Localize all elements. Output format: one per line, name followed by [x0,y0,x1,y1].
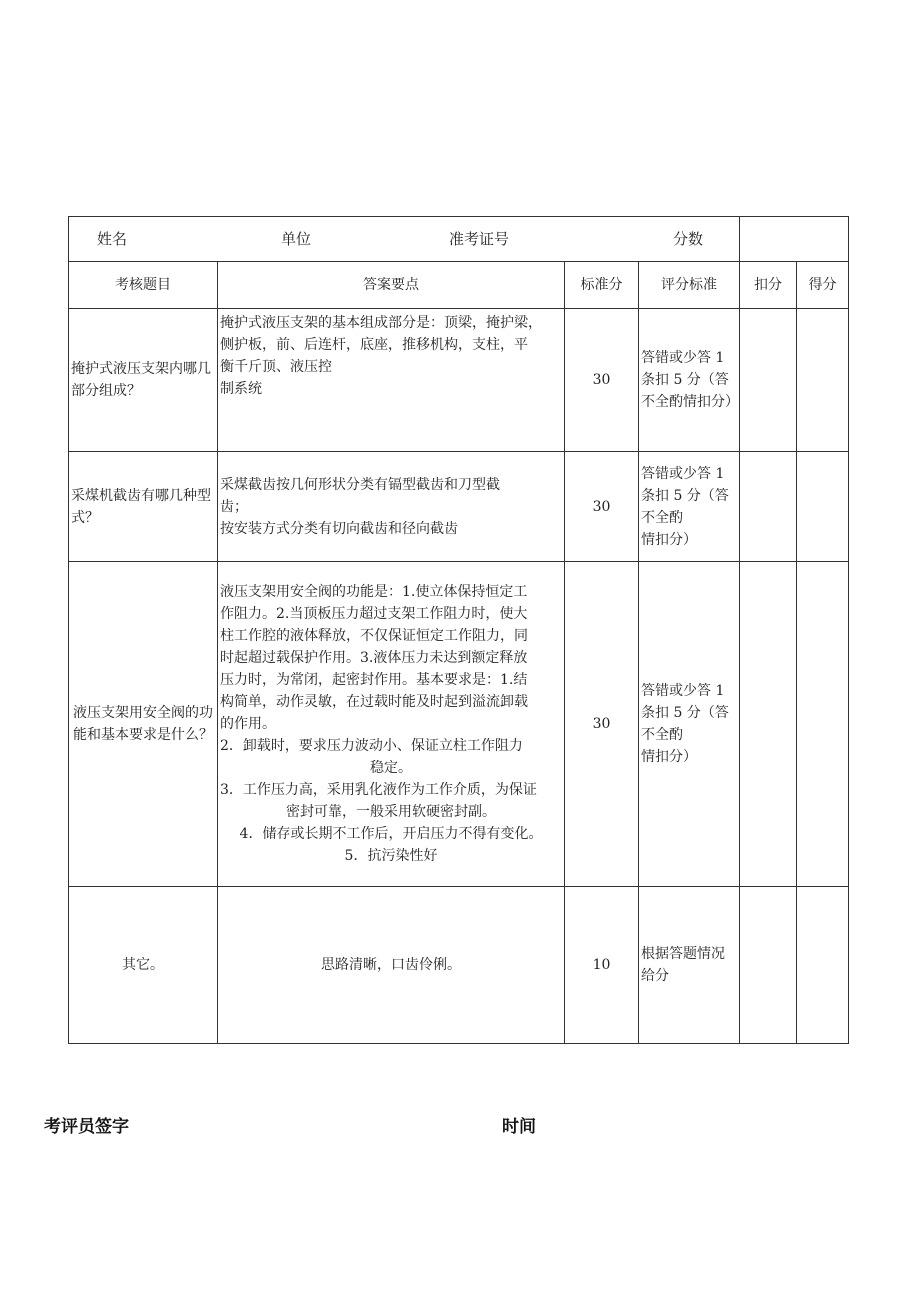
deduct-field[interactable] [740,309,797,452]
criteria-cell [639,562,740,887]
earned-field[interactable] [797,887,849,1044]
table-row [69,452,849,562]
question-cell: 采煤机截齿有哪几种型式？ [69,452,218,562]
col-standard: 标准分 [565,262,639,309]
criteria-line: 条扣 5 分（答 [641,372,729,388]
answer-line: 齿； [220,498,248,515]
answer-cell [218,887,565,1044]
answer-line: 制系统 [220,381,262,397]
answer-line: 掩护式液压支架的基本组成部分是：顶梁，掩护梁， [220,315,542,331]
answer-line: 液压支架用安全阀的功能是：1.使立体保持恒定工 [220,584,528,600]
criteria-line: 不全酌 [641,509,683,526]
col-topic: 考核题目 [69,262,218,309]
table-row [69,562,849,887]
criteria-cell [639,452,740,562]
standard-score: 30 [565,562,639,887]
standard-score: 30 [565,309,639,452]
earned-field[interactable] [797,309,849,452]
question-cell: 液压支架用安全阀的功能和基本要求是什么？ [69,562,218,887]
answer-line: 侧护板，前、后连杆，底座，推移机构，支柱，平 [220,337,528,353]
table-row [69,887,849,1044]
name-label: 姓名 [97,230,128,248]
criteria-line: 给分 [641,968,669,984]
answer-line: 5．抗污染性好 [344,848,438,864]
answer-line: 密封可靠，一般采用软硬密封副。 [286,804,496,820]
examiner-signature-label: 考评员签字 [44,1117,129,1137]
criteria-line: 答错或少答 1 [641,350,725,366]
col-deduct: 扣分 [740,262,797,309]
exam-number-label: 准考证号 [449,230,510,248]
criteria-cell [639,887,740,1044]
info-row [69,217,849,262]
col-criteria: 评分标准 [639,262,740,309]
answer-cell [218,309,565,452]
answer-line: 时起超过载保护作用。3.液体压力未达到额定释放 [220,650,528,666]
earned-field[interactable] [797,562,849,887]
deduct-field[interactable] [740,452,797,562]
answer-cell [218,452,565,562]
criteria-line: 不全酌情扣分） [641,394,739,410]
answer-line: 2．卸载时，要求压力波动小、保证立柱工作阻力 [220,738,523,754]
col-answer: 答案要点 [218,262,565,309]
deduct-field[interactable] [740,887,797,1044]
answer-line: 4．储存或长期不工作后，开启压力不得有变化。 [239,826,543,842]
criteria-line: 答错或少答 1 [641,465,725,482]
score-label: 分数 [673,230,704,248]
answer-line: 3．工作压力高，采用乳化液作为工作介质，为保证 [220,782,537,798]
time-label: 时间 [502,1117,536,1137]
answer-line: 柱工作腔的液体释放，不仅保证恒定工作阻力，同 [220,628,528,644]
criteria-line: 情扣分） [641,531,697,548]
earned-field[interactable] [797,452,849,562]
question-cell: 掩护式液压支架内哪几部分组成？ [69,309,218,452]
score-field[interactable] [740,217,849,262]
table-row [69,309,849,452]
criteria-line: 条扣 5 分（答 [641,487,729,504]
assessment-sheet [68,216,848,1044]
criteria-line: 答错或少答 1 [641,683,725,699]
unit-label: 单位 [281,230,312,248]
answer-line: 按安装方式分类有切向截齿和径向截齿 [220,520,458,537]
info-cell [69,217,740,262]
col-earned: 得分 [797,262,849,309]
criteria-line: 条扣 5 分（答 [641,705,729,721]
standard-score: 30 [565,452,639,562]
criteria-cell [639,309,740,452]
criteria-line: 不全酌 [641,727,683,743]
answer-line: 作阻力。2.当顶板压力超过支架工作阻力时，使大 [220,606,528,622]
question-cell: 其它。 [69,887,218,1044]
answer-line: 构简单，动作灵敏，在过载时能及时起到溢流卸载 [220,694,528,710]
answer-cell [218,562,565,887]
answer-line: 的作用。 [220,716,276,732]
assessment-table [68,216,849,1044]
answer-line: 压力时，为常闭，起密封作用。基本要求是：1.结 [220,672,528,688]
answer-line: 采煤截齿按几何形状分类有镉型截齿和刀型截 [220,476,500,493]
criteria-line: 根据答题情况 [641,946,725,962]
column-header-row [69,262,849,309]
answer-line: 稳定。 [370,760,412,776]
deduct-field[interactable] [740,562,797,887]
answer-line: 衡千斤顶、液压控 [220,359,332,375]
criteria-line: 情扣分） [641,749,697,765]
standard-score: 10 [565,887,639,1044]
answer-line: 思路清晰，口齿伶俐。 [321,957,461,973]
